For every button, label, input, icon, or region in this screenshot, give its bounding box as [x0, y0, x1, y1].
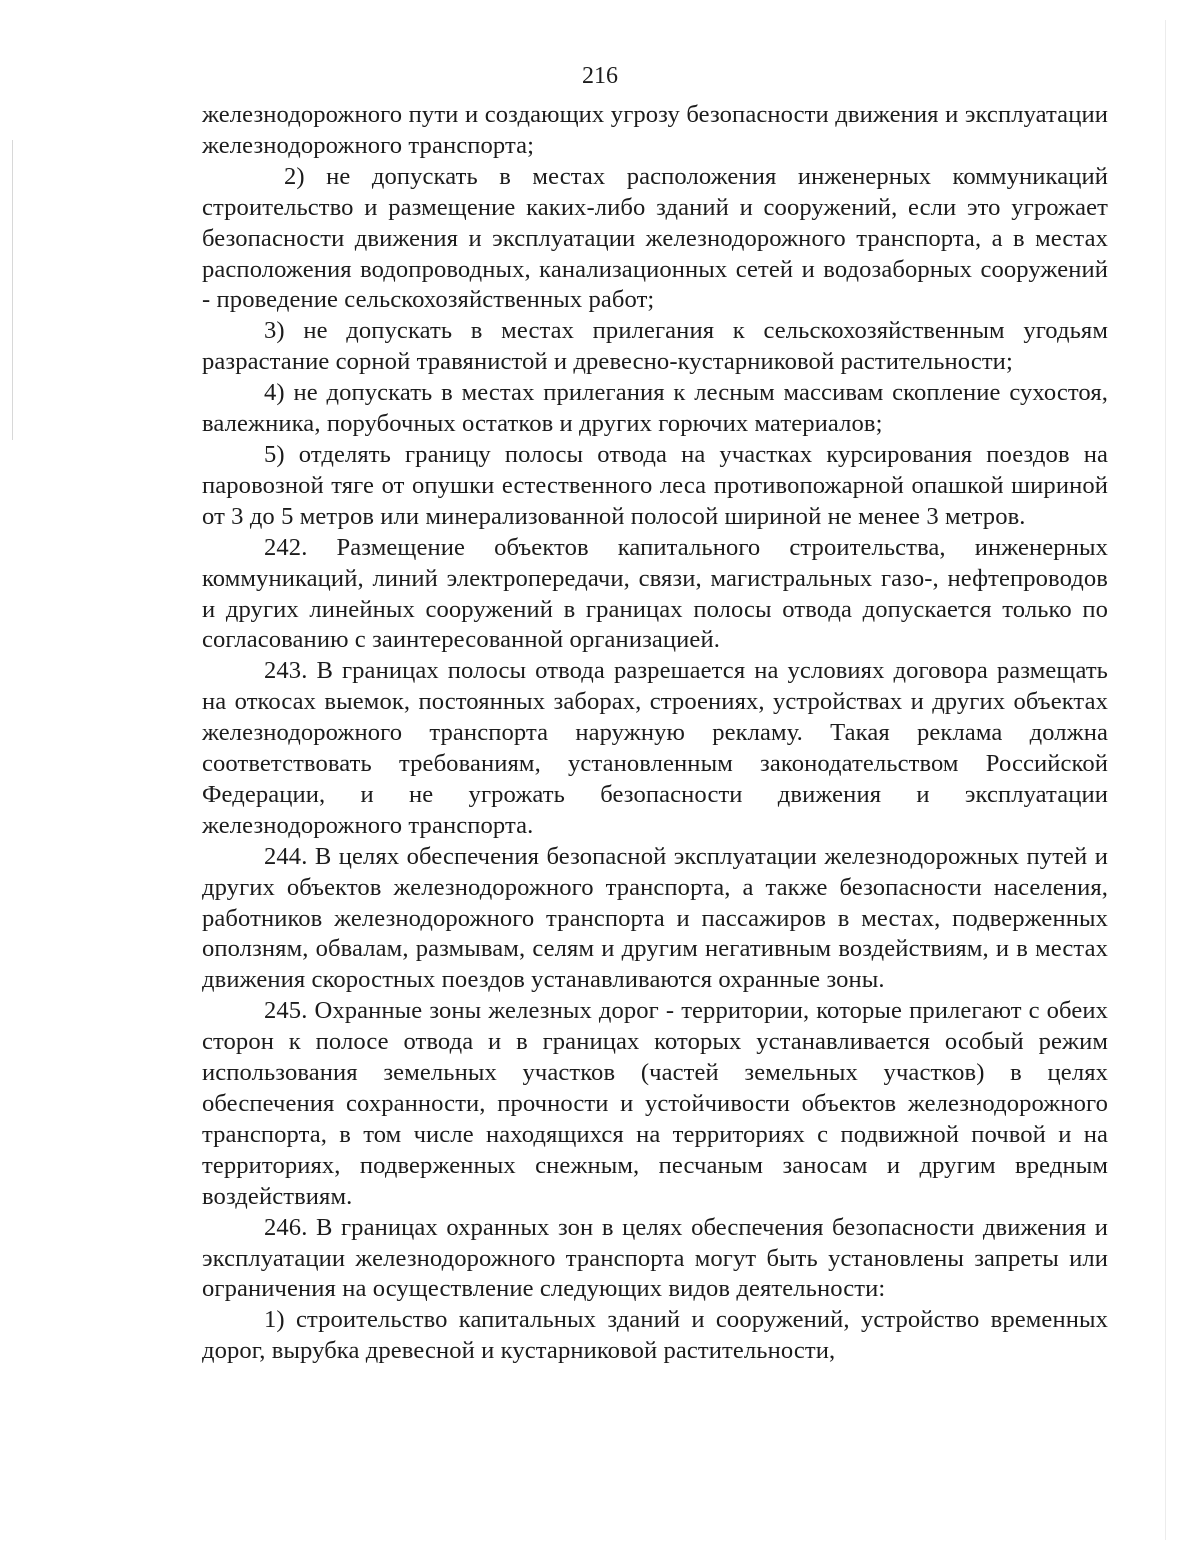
clause-243: 243. В границах полосы отвода разрешается на условиях договора размещать на откосах выемок, постоянных заборах, строениях, устройствах и других объектах железнодорожного транспорта наружную рекламу. Такая реклама должна соответствовать требованиям, установленным законодательством Российской Федерации, и не угрожать безопасности движения и эксплуатации железнодорожного транспорта.	[202, 657, 1108, 839]
list-item-1: 1) строительство капитальных зданий и сооружений, устройство временных дорог, вырубка древесной и кустарниковой растительности,	[202, 1306, 1108, 1365]
clause-244: 244. В целях обеспечения безопасной эксплуатации железнодорожных путей и других объектов железнодорожного транспорта, а также безопасности населения, работников железнодорожного транспорта и пассажиров в местах, подверженных оползням, обвалам, размывам, селям и другим негативным воздействиям, и в местах движения скоростных поездов устанавливаются охранные зоны.	[202, 842, 1108, 994]
clause-242: 242. Размещение объектов капитального строительства, инженерных коммуникаций, линий электропередачи, связи, магистральных газо-, нефтепроводов и других линейных сооружений в границах полосы отвода допускается только по согласованию с заинтересованной организацией.	[202, 533, 1108, 654]
clause-245: 245. Охранные зоны железных дорог - территории, которые прилегают с обеих сторон к полосе отвода и в границах которых устанавливается особый режим использования земельных участков (частей земельных участков) в целях обеспечения сохранности, прочности и устойчивости объектов железнодорожного транспорта, в том числе находящихся на территориях с подвижной почвой и на территориях, подверженных снежным, песчаным заносам и другим вредным воздействиям.	[202, 997, 1108, 1210]
document-body	[184, 100, 1108, 1367]
scan-edge-right	[1165, 20, 1166, 1540]
list-item-4: 4) не допускать в местах прилегания к лесным массивам скопление сухостоя, валежника, порубочных остатков и других горючих материалов;	[202, 379, 1108, 438]
list-item-3: 3) не допускать в местах прилегания к сельскохозяйственным угодьям разрастание сорной травянистой и древесно-кустарниковой растительности;	[202, 317, 1108, 376]
list-item-5: 5) отделять границу полосы отвода на участках курсирования поездов на паровозной тяге от опушки естественного леса противопожарной опашкой шириной от 3 до 5 метров или минерализованной полосой шириной не менее 3 метров.	[202, 440, 1108, 530]
page-number: 216	[582, 63, 618, 89]
clause-246: 246. В границах охранных зон в целях обеспечения безопасности движения и эксплуатации железнодорожного транспорта могут быть установлены запреты или ограничения на осуществление следующих видов деятельности:	[202, 1213, 1108, 1303]
list-item-2: 2) не допускать в местах расположения инженерных коммуникаций строительство и размещение каких-либо зданий и сооружений, если это угрожает безопасности движения и эксплуатации железнодорожного транспорта, а в местах расположения водопроводных, канализационных сетей и водозаборных сооружений - проведение сельскохозяйственных работ;	[202, 162, 1108, 314]
scan-edge-left	[12, 140, 13, 440]
paragraph-continuation: железнодорожного пути и создающих угрозу безопасности движения и эксплуатации железнодорожного транспорта;	[202, 101, 1108, 159]
